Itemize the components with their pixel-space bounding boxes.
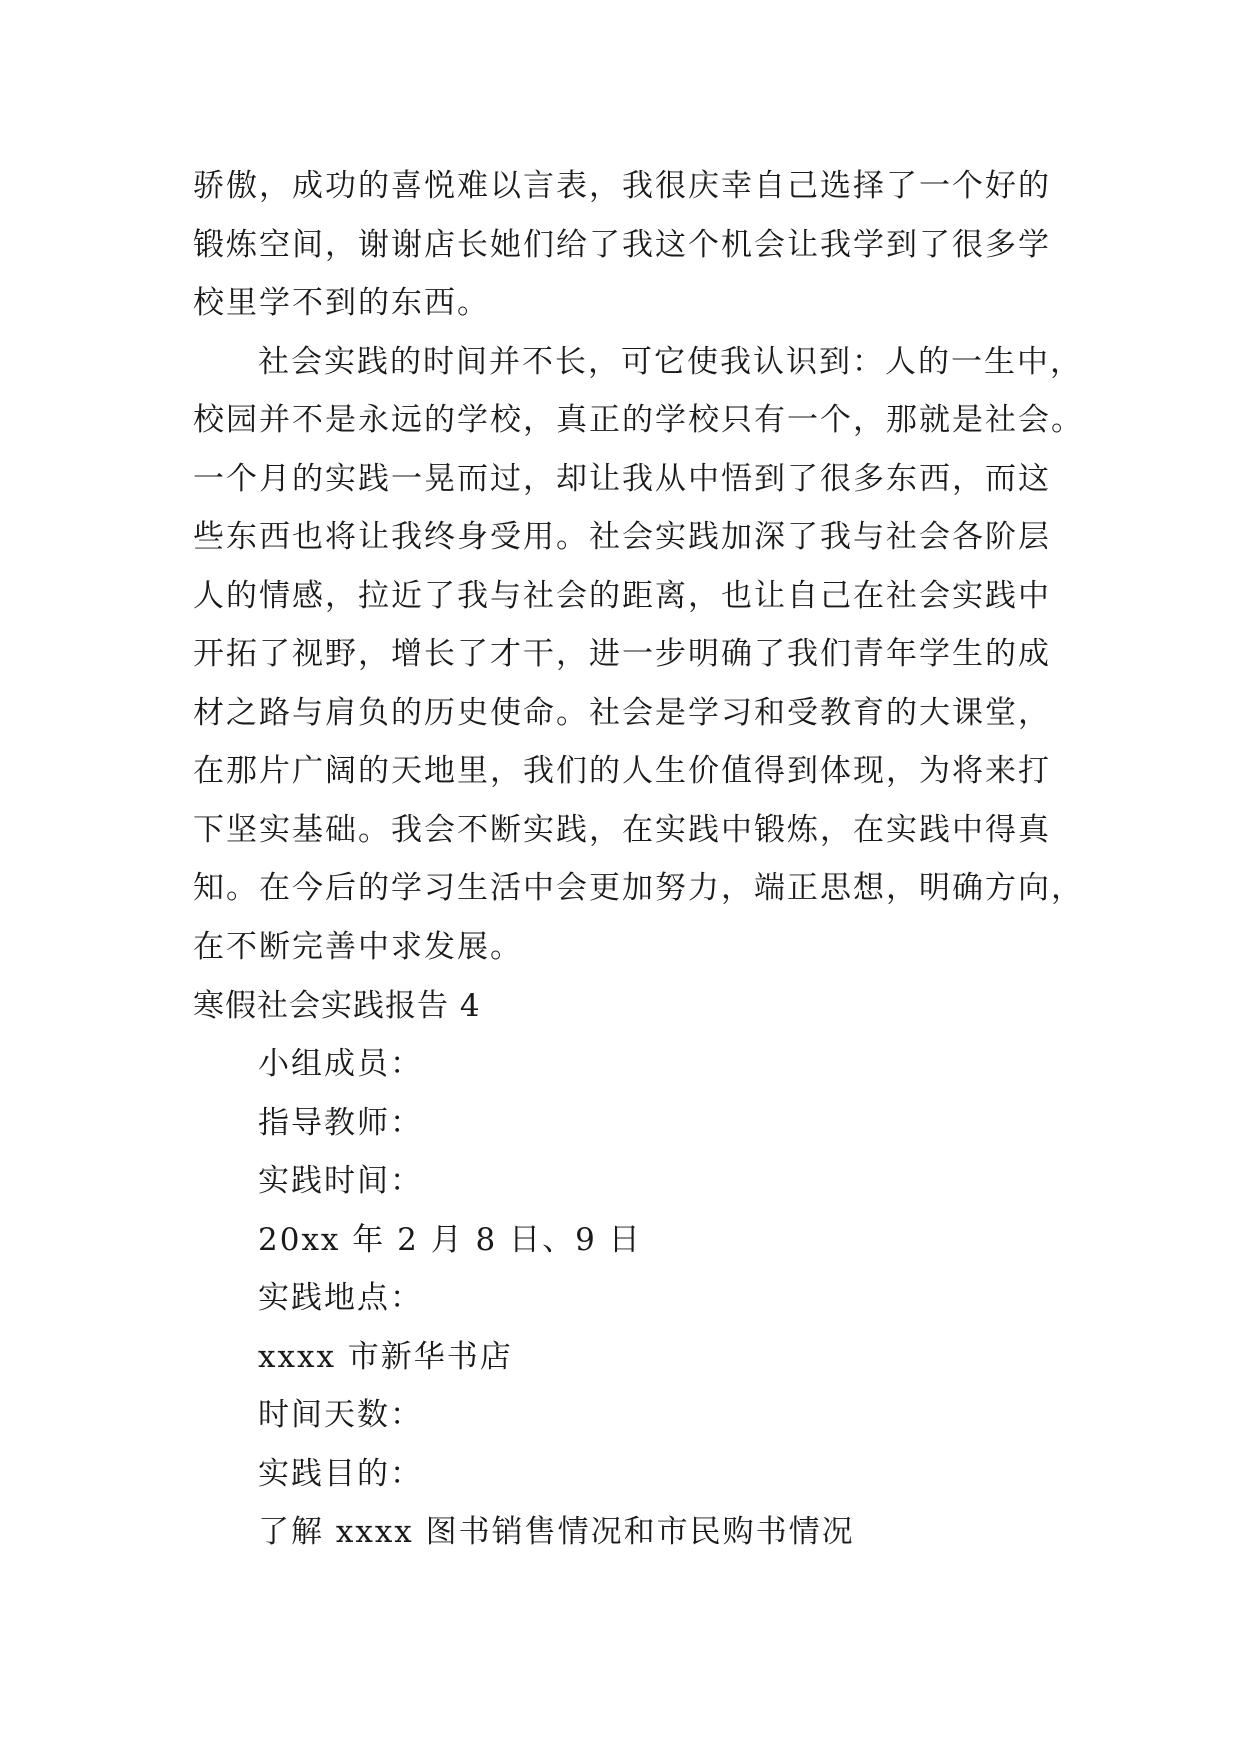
field-days: 时间天数： <box>258 1397 423 1433</box>
paragraph-2-line-7: 材之路与肩负的历史使命。社会是学习和受教育的大课堂， <box>193 695 1051 731</box>
field-practice-location: 实践地点： <box>258 1280 423 1316</box>
paragraph-1-line-2: 锻炼空间，谢谢店长她们给了我这个机会让我学到了很多学 <box>193 227 1051 263</box>
paragraph-2-line-8: 在那片广阔的天地里，我们的人生价值得到体现，为将来打 <box>193 753 1051 789</box>
paragraph-2-line-3: 一个月的实践一晃而过，却让我从中悟到了很多东西，而这 <box>193 461 1051 497</box>
field-practice-date: 20xx 年 2 月 8 日、9 日 <box>258 1222 642 1258</box>
field-location-value: xxxx 市新华书店 <box>258 1339 513 1375</box>
paragraph-2-line-6: 开拓了视野，增长了才干，进一步明确了我们青年学生的成 <box>193 636 1051 672</box>
paragraph-2-line-1: 社会实践的时间并不长，可它使我认识到：人的一生中， <box>258 344 1083 380</box>
field-group-members: 小组成员： <box>258 1046 423 1082</box>
paragraph-2-line-11: 在不断完善中求发展。 <box>193 929 523 965</box>
paragraph-2-line-10: 知。在今后的学习生活中会更加努力，端正思想，明确方向， <box>193 870 1084 906</box>
paragraph-2-line-9: 下坚实基础。我会不断实践，在实践中锻炼，在实践中得真 <box>193 812 1051 848</box>
paragraph-1-line-3: 校里学不到的东西。 <box>193 285 490 321</box>
paragraph-2-line-5: 人的情感，拉近了我与社会的距离，也让自己在社会实践中 <box>193 578 1051 614</box>
field-purpose-value: 了解 xxxx 图书销售情况和市民购书情况 <box>258 1514 855 1550</box>
field-purpose: 实践目的： <box>258 1456 423 1492</box>
section-title: 寒假社会实践报告 4 <box>193 988 481 1024</box>
paragraph-1-line-1: 骄傲，成功的喜悦难以言表，我很庆幸自己选择了一个好的 <box>193 168 1051 204</box>
paragraph-2-line-4: 些东西也将让我终身受用。社会实践加深了我与社会各阶层 <box>193 519 1051 555</box>
field-advisor: 指导教师： <box>258 1105 423 1141</box>
paragraph-2-line-2: 校园并不是永远的学校，真正的学校只有一个，那就是社会。 <box>193 402 1084 438</box>
field-practice-time: 实践时间： <box>258 1163 423 1199</box>
